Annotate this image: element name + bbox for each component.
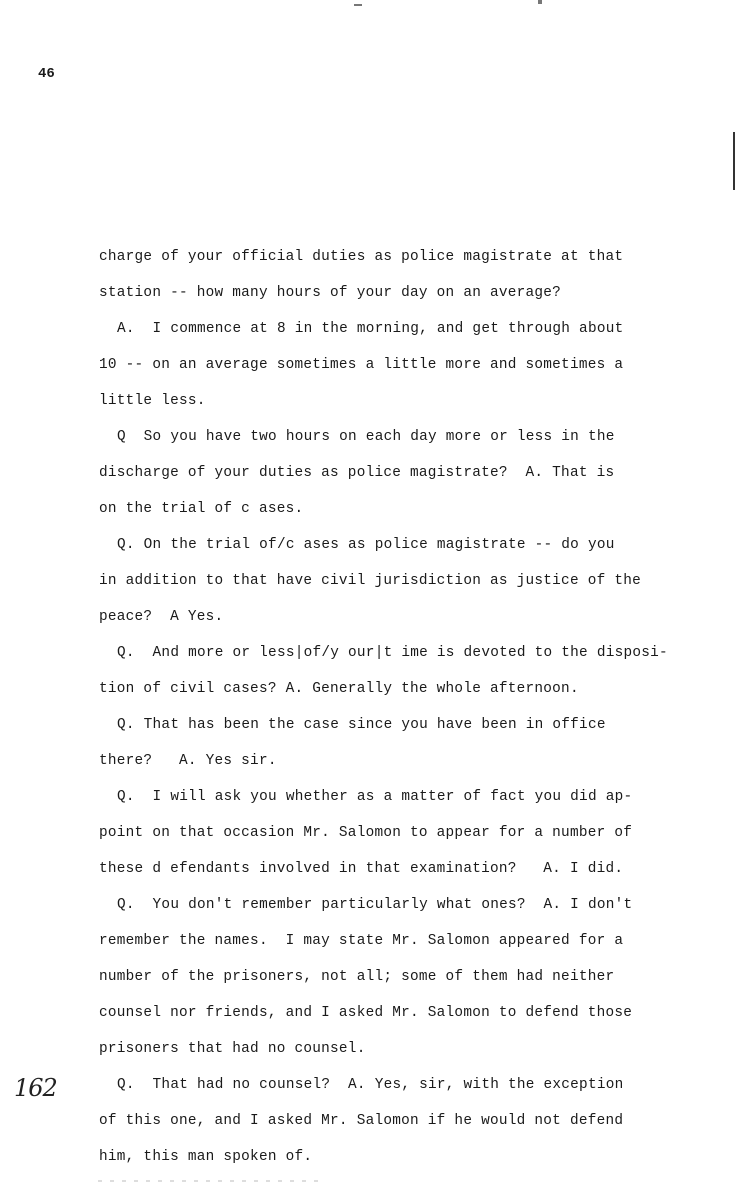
scan-smudge <box>98 1180 318 1182</box>
question-line: Q. That had no counsel? A. Yes, sir, with the exception <box>117 1077 624 1093</box>
text-line: counsel nor friends, and I asked Mr. Salomon to defend those <box>99 1005 633 1021</box>
text-line: charge of your official duties as police magistrate at that <box>99 249 624 265</box>
margin-rule <box>733 132 735 190</box>
text-line: station -- how many hours of your day on an average? <box>99 285 562 301</box>
page-number: 46 <box>38 66 55 82</box>
text-line: prisoners that had no counsel. <box>99 1041 366 1057</box>
question-line: Q. On the trial of/c ases as police magistrate -- do you <box>117 537 615 553</box>
scan-mark <box>538 0 542 4</box>
question-line: Q. And more or less|of/y our|t ime is devoted to the disposi- <box>117 645 668 661</box>
text-line: little less. <box>99 393 206 409</box>
text-line: these d efendants involved in that examination? A. I did. <box>99 861 624 877</box>
question-line: Q. I will ask you whether as a matter of fact you did ap- <box>117 789 633 805</box>
transcript-body <box>99 244 699 1180</box>
question-line: Q. That has been the case since you have been in office <box>117 717 606 733</box>
text-line: there? A. Yes sir. <box>99 753 277 769</box>
text-line: point on that occasion Mr. Salomon to appear for a number of <box>99 825 633 841</box>
text-line: discharge of your duties as police magistrate? A. That is <box>99 465 615 481</box>
text-line: 10 -- on an average sometimes a little more and sometimes a <box>99 357 624 373</box>
text-line: number of the prisoners, not all; some of them had neither <box>99 969 615 985</box>
text-line: peace? A Yes. <box>99 609 224 625</box>
scan-mark <box>354 4 362 6</box>
text-line: in addition to that have civil jurisdiction as justice of the <box>99 573 642 589</box>
text-line: him, this man spoken of. <box>99 1149 313 1165</box>
question-line: Q So you have two hours on each day more or less in the <box>117 429 615 445</box>
text-line: remember the names. I may state Mr. Salomon appeared for a <box>99 933 624 949</box>
text-line: on the trial of c ases. <box>99 501 304 517</box>
text-line: of this one, and I asked Mr. Salomon if he would not defend <box>99 1113 624 1129</box>
text-line: tion of civil cases? A. Generally the whole afternoon. <box>99 681 579 697</box>
handwritten-margin-note: 162 <box>14 1074 57 1102</box>
question-line: Q. You don't remember particularly what ones? A. I don't <box>117 897 633 913</box>
answer-line: A. I commence at 8 in the morning, and get through about <box>117 321 624 337</box>
